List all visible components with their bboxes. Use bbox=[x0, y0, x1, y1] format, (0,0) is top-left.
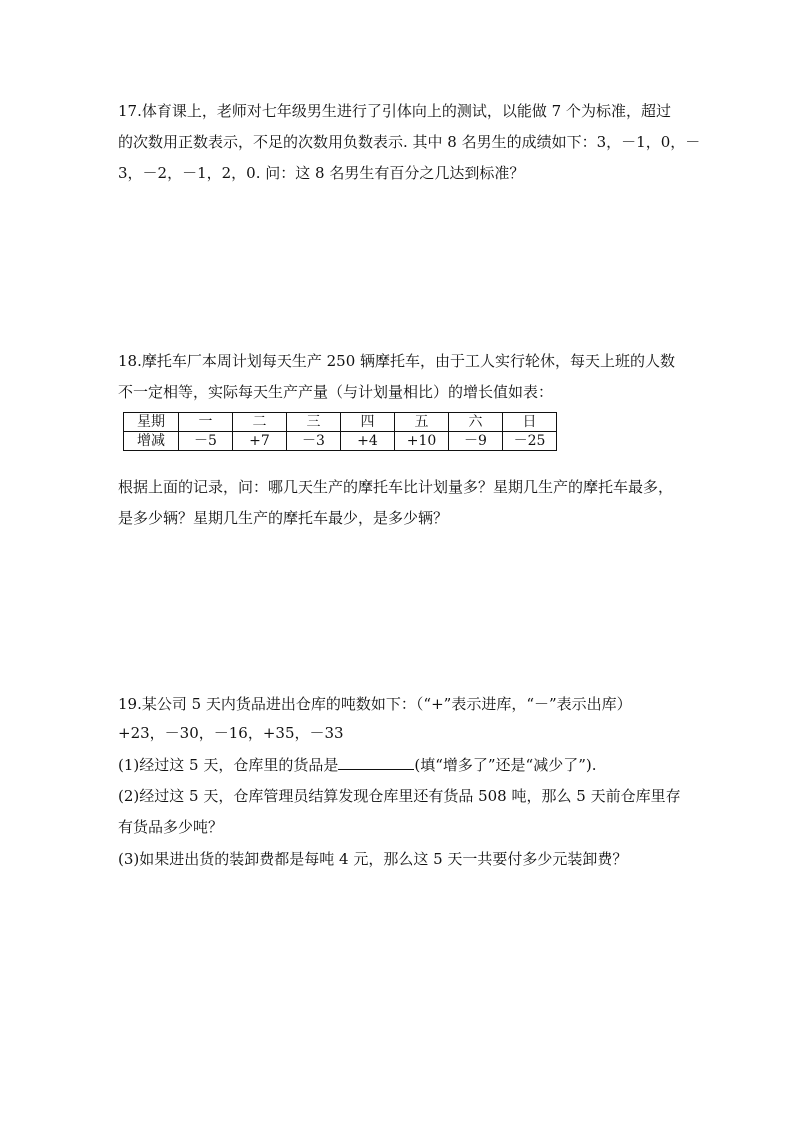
table-row-label: 增减 bbox=[124, 432, 179, 451]
table-header-label: 星期 bbox=[124, 413, 179, 432]
table-value-row bbox=[124, 432, 557, 451]
q18-line-3: 根据上面的记录，问：哪几天生产的摩托车比计划量多？星期几生产的摩托车最多， bbox=[118, 478, 674, 496]
q17-line-1: 17.体育课上，老师对七年级男生进行了引体向上的测试，以能做 7 个为标准，超过 bbox=[118, 102, 671, 120]
day-cell: 五 bbox=[395, 413, 449, 432]
value-cell: －9 bbox=[449, 432, 503, 451]
value-cell: +4 bbox=[341, 432, 395, 451]
day-cell: 六 bbox=[449, 413, 503, 432]
day-cell: 日 bbox=[503, 413, 557, 432]
day-cell: 三 bbox=[287, 413, 341, 432]
q18-line-4: 是多少辆？星期几生产的摩托车最少，是多少辆？ bbox=[118, 509, 449, 527]
q19-part-1 bbox=[118, 755, 597, 775]
q18-line-2: 不一定相等，实际每天生产产量（与计划量相比）的增长值如表： bbox=[118, 383, 554, 401]
q19-part-1-suffix: (填“增多了”还是“减少了”). bbox=[414, 756, 597, 774]
value-cell: +7 bbox=[233, 432, 287, 451]
value-cell: －5 bbox=[179, 432, 233, 451]
value-cell: +10 bbox=[395, 432, 449, 451]
q17-line-3: 3，－2，－1，2，0. 问：这 8 名男生有百分之几达到标准？ bbox=[118, 164, 525, 182]
value-cell: －3 bbox=[287, 432, 341, 451]
q19-part-2-line-2: 有货品多少吨？ bbox=[118, 818, 224, 836]
table-header-row bbox=[124, 413, 557, 432]
production-change-table bbox=[123, 412, 557, 451]
q19-part-2-line-1: (2)经过这 5 天，仓库管理员结算发现仓库里还有货品 508 吨，那么 5 天前仓库里存 bbox=[118, 787, 681, 805]
answer-blank bbox=[338, 755, 414, 770]
q19-line-2: +23，－30，－16，+35，－33 bbox=[118, 724, 344, 742]
q18-line-1: 18.摩托车厂本周计划每天生产 250 辆摩托车，由于工人实行轮休，每天上班的人数 bbox=[118, 352, 676, 370]
q17-line-2: 的次数用正数表示，不足的次数用负数表示. 其中 8 名男生的成绩如下：3，－1，0，－ bbox=[118, 133, 701, 151]
day-cell: 二 bbox=[233, 413, 287, 432]
q19-line-1: 19.某公司 5 天内货品进出仓库的吨数如下：（“+”表示进库，“－”表示出库） bbox=[118, 695, 632, 713]
value-cell: －25 bbox=[503, 432, 557, 451]
q19-part-1-prefix: (1)经过这 5 天，仓库里的货品是 bbox=[118, 756, 339, 774]
q19-part-3: (3)如果进出货的装卸费都是每吨 4 元，那么这 5 天一共要付多少元装卸费？ bbox=[118, 850, 628, 868]
day-cell: 一 bbox=[179, 413, 233, 432]
day-cell: 四 bbox=[341, 413, 395, 432]
